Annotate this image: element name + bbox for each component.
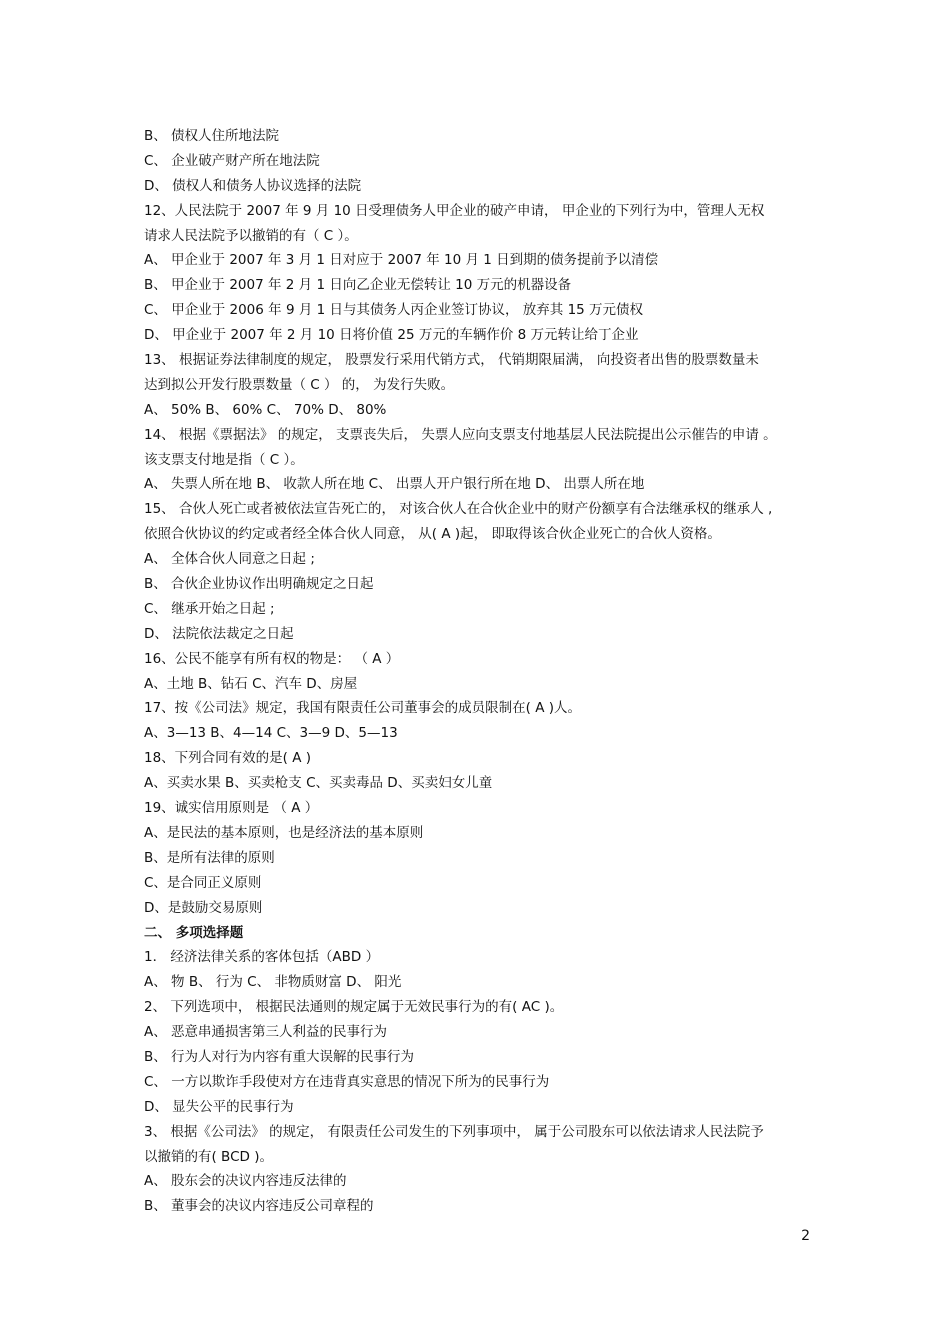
option-line: D、 显失公平的民事行为 <box>144 1098 294 1115</box>
question-1: 1． 经济法律关系的客体包括（ABD ） <box>144 949 380 966</box>
option-line: A、土地 B、钻石 C、汽车 D、房屋 <box>144 675 358 692</box>
option-line: B、 债权人住所地法院 <box>144 128 280 144</box>
option-line: B、 董事会的决议内容违反公司章程的 <box>144 1198 374 1215</box>
option-line: A、 物 B、 行为 C、 非物质财富 D、 阳光 <box>144 974 402 991</box>
option-line: D、 法院依法裁定之日起 <box>144 625 294 642</box>
question-13: 13、 根据证券法律制度的规定， 股票发行采用代销方式， 代销期限届满， 向投资者出售的股票数量未 <box>144 352 759 369</box>
option-line: C、 一方以欺诈手段使对方在违背真实意思的情况下所为的民事行为 <box>144 1073 550 1090</box>
option-line: B、是所有法律的原则 <box>144 849 275 866</box>
option-line: A、是民法的基本原则，也是经济法的基本原则 <box>144 824 424 841</box>
option-line: A、买卖水果 B、买卖枪支 C、买卖毒品 D、买卖妇女儿童 <box>144 775 493 792</box>
option-line: A、 50% B、 60% C、 70% D、 80% <box>144 401 387 418</box>
question-15: 15、 合伙人死亡或者被依法宣告死亡的， 对该合伙人在合伙企业中的财产份额享有合法继承权的继承人 , <box>144 501 773 518</box>
option-line: C、 继承开始之日起 ; <box>144 600 275 617</box>
question-17: 17、按《公司法》规定，我国有限责任公司董事会的成员限制在( A )人。 <box>144 700 582 717</box>
question-14: 14、 根据《票据法》 的规定， 支票丧失后， 失票人应向支票支付地基层人民法院提出公示催告的申请 。 <box>144 426 777 443</box>
option-line: B、 甲企业于 2007 年 2 月 1 日向乙企业无偿转让 10 万元的机器设备 <box>144 277 572 294</box>
question-15-continued: 依照合伙协议的约定或者经全体合伙人同意， 从( A )起， 即取得该合伙企业死亡的合伙人资格。 <box>144 526 721 543</box>
option-line: A、 恶意串通损害第三人利益的民事行为 <box>144 1024 388 1041</box>
question-2: 2、 下列选项中， 根据民法通则的规定属于无效民事行为的有( AC )。 <box>144 999 564 1016</box>
option-line: B、 合伙企业协议作出明确规定之日起 <box>144 576 374 593</box>
option-line: D、 甲企业于 2007 年 2 月 10 日将价值 25 万元的车辆作价 8 万元转让给丁企业 <box>144 327 639 344</box>
option-line: A、3—13 B、4—14 C、3—9 D、5—13 <box>144 725 398 742</box>
option-line: A、 股东会的决议内容违反法律的 <box>144 1173 347 1190</box>
option-line: B、 行为人对行为内容有重大误解的民事行为 <box>144 1048 415 1065</box>
option-line: C、 企业破产财产所在地法院 <box>144 152 320 169</box>
option-line: D、 债权人和债务人协议选择的法院 <box>144 177 362 194</box>
question-14-continued: 该支票支付地是指（ C ）。 <box>144 451 304 468</box>
option-line: A、 失票人所在地 B、 收款人所在地 C、 出票人开户银行所在地 D、 出票人所在地 <box>144 476 645 493</box>
question-3-continued: 以撤销的有( BCD )。 <box>144 1148 273 1165</box>
option-line: C、 甲企业于 2006 年 9 月 1 日与其债务人丙企业签订协议， 放弃其 15 万元债权 <box>144 302 644 319</box>
question-12: 12、人民法院于 2007 年 9 月 10 日受理债务人甲企业的破产申请， 甲企业的下列行为中，管理人无权 <box>144 202 765 219</box>
option-line: C、是合同正义原则 <box>144 874 262 891</box>
page-number: 2 <box>801 1228 810 1244</box>
option-line: A、 全体合伙人同意之日起 ; <box>144 551 315 568</box>
question-12-continued: 请求人民法院予以撤销的有（ C ）。 <box>144 227 358 244</box>
question-18: 18、下列合同有效的是( A ) <box>144 750 312 767</box>
option-line: D、是鼓励交易原则 <box>144 899 263 916</box>
option-line: A、 甲企业于 2007 年 3 月 1 日对应于 2007 年 10 月 1 日到期的债务提前予以清偿 <box>144 252 659 269</box>
question-13-continued: 达到拟公开发行股票数量（ C ） 的， 为发行失败。 <box>144 376 455 393</box>
question-16: 16、公民不能享有所有权的物是： （ A ） <box>144 650 400 667</box>
question-3: 3、 根据《公司法》 的规定， 有限责任公司发生的下列事项中， 属于公司股东可以依法请求人民法院予 <box>144 1123 764 1140</box>
question-19: 19、诚实信用原则是 （ A ） <box>144 800 319 817</box>
document-body <box>144 124 824 1219</box>
section-heading: 二、 多项选择题 <box>144 924 244 941</box>
